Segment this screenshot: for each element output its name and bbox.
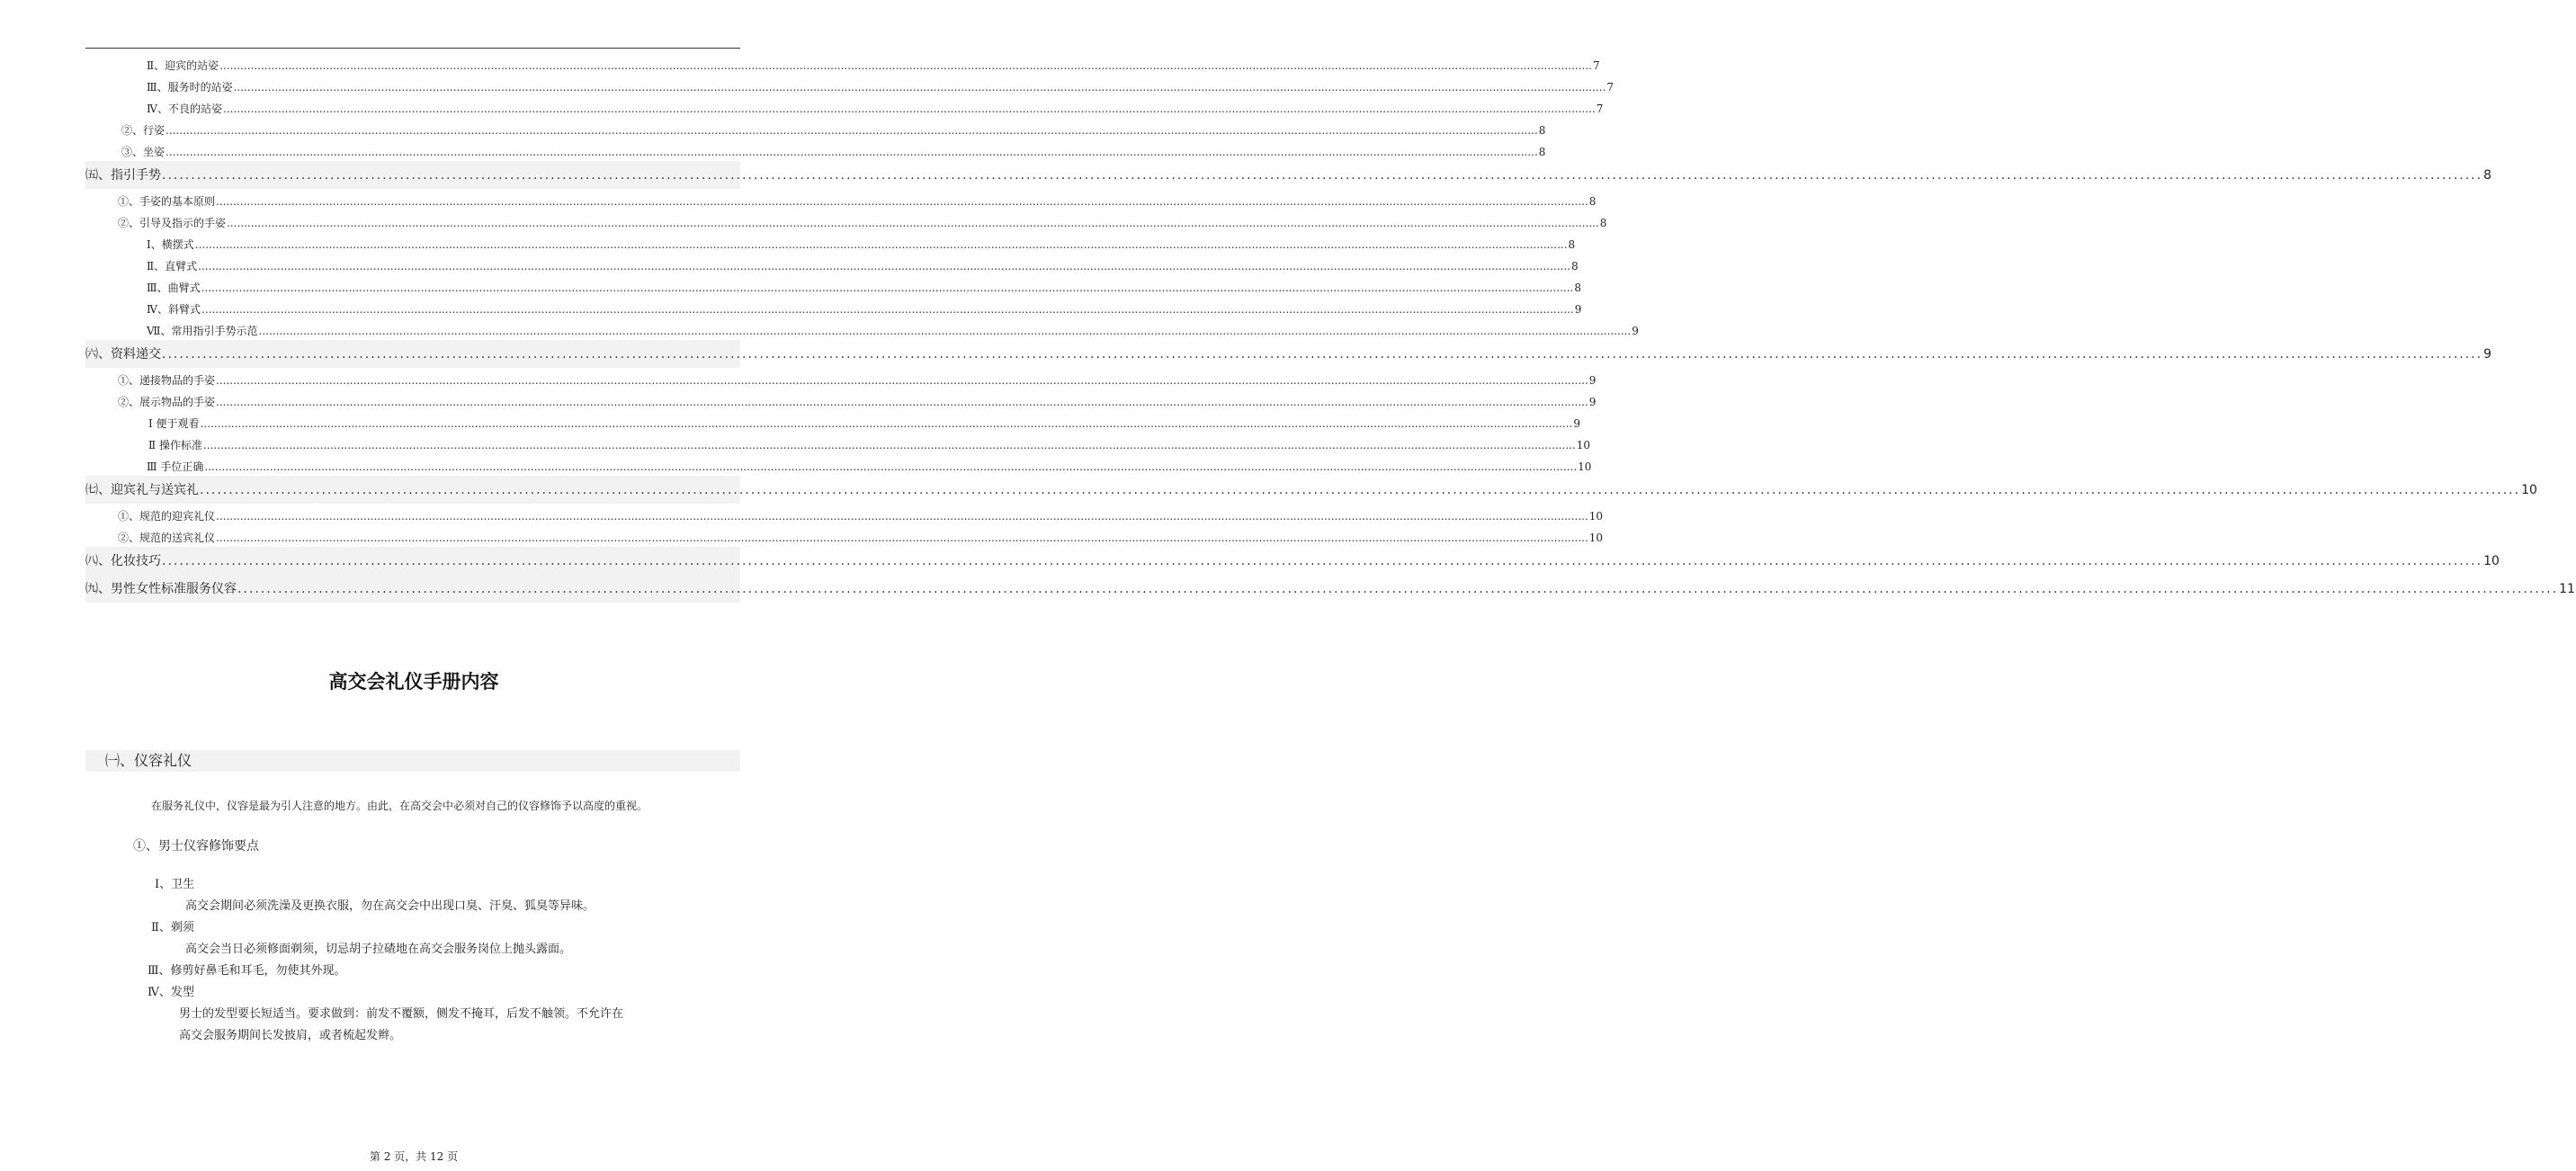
toc-entry[interactable] xyxy=(85,504,1604,525)
toc-page-number: 8 xyxy=(1570,260,1579,273)
toc-page-number: 8 xyxy=(1568,238,1576,251)
toc-page-number: 8 xyxy=(1588,195,1597,208)
toc-entry-label: Ⅰ、横摆式 xyxy=(147,238,194,251)
toc-page-number: 9 xyxy=(1573,417,1580,430)
toc-page-number: 10 xyxy=(1578,460,1592,473)
toc-entry[interactable] xyxy=(85,139,1546,161)
toc-entry-label: ㈦、迎宾礼与送宾礼 xyxy=(85,482,199,497)
toc-entry[interactable] xyxy=(85,411,1580,433)
toc-entry-label: ①、规范的迎宾礼仪 xyxy=(118,510,216,523)
toc-leader-dots: ................................................................................................................................................................................................................................................................................................................................................................................................................ xyxy=(162,167,2483,183)
toc-entry-label: ②、展示物品的手姿 xyxy=(118,396,216,408)
toc-section-entry[interactable] xyxy=(85,340,2491,368)
toc-leader-dots: ................................................................................................................................................................................................................................................................................................................................................................................................................ xyxy=(194,238,1568,251)
toc-page-number: 8 xyxy=(1599,217,1607,229)
toc-leader-dots: ................................................................................................................................................................................................................................................................................................................................................................................................................ xyxy=(201,282,1574,294)
toc-entry-label: ㈨、男性女性标准服务仪容 xyxy=(85,581,237,596)
toc-leader-dots: ................................................................................................................................................................................................................................................................................................................................................................................................................ xyxy=(204,460,1578,473)
toc-page-number: 8 xyxy=(1538,124,1546,137)
toc-entry[interactable] xyxy=(85,433,1591,454)
toc-page-number: 10 xyxy=(2521,482,2537,497)
toc-entry-label: ㈥、资料递交 xyxy=(85,346,161,362)
toc-entry[interactable] xyxy=(85,232,1576,254)
toc-entry-label: Ⅳ、斜臂式 xyxy=(147,303,201,316)
toc-entry[interactable] xyxy=(85,189,1597,210)
toc-entry-label: ㈧、化妆技巧 xyxy=(85,553,161,568)
toc-leader-dots: ................................................................................................................................................................................................................................................................................................................................................................................................................ xyxy=(216,510,1588,523)
toc-entry[interactable] xyxy=(85,53,1600,75)
toc-page-number: 9 xyxy=(1574,303,1582,316)
toc-leader-dots: ................................................................................................................................................................................................................................................................................................................................................................................................................ xyxy=(233,81,1606,94)
toc-leader-dots: ................................................................................................................................................................................................................................................................................................................................................................................................................ xyxy=(223,103,1596,115)
toc-page-number: 9 xyxy=(1588,374,1597,387)
toc-entry-label: ①、手姿的基本原则 xyxy=(118,195,216,208)
toc-entry-label: ②、规范的送宾礼仪 xyxy=(118,532,216,544)
toc-entry-label: ③、坐姿 xyxy=(121,146,165,158)
toc-entry-label: Ⅲ、曲臂式 xyxy=(147,282,201,294)
toc-leader-dots: ................................................................................................................................................................................................................................................................................................................................................................................................................ xyxy=(201,303,1574,316)
toc-page-number: 10 xyxy=(1588,532,1604,544)
toc-leader-dots: ................................................................................................................................................................................................................................................................................................................................................................................................................ xyxy=(202,439,1576,451)
toc-entry[interactable] xyxy=(85,75,1614,96)
toc-entry[interactable] xyxy=(85,525,1604,547)
toc-page-number: 9 xyxy=(1588,396,1597,408)
toc-leader-dots: ................................................................................................................................................................................................................................................................................................................................................................................................................ xyxy=(200,482,2521,497)
subsection-heading: ①、男士仪容修饰要点 xyxy=(133,839,259,854)
content-line: Ⅳ、发型 xyxy=(148,986,194,999)
toc-section-entry[interactable] xyxy=(85,547,2500,575)
toc-leader-dots: ................................................................................................................................................................................................................................................................................................................................................................................................................ xyxy=(198,260,1570,273)
toc-page-number: 8 xyxy=(2483,167,2491,183)
toc-leader-dots: ................................................................................................................................................................................................................................................................................................................................................................................................................ xyxy=(227,217,1599,229)
toc-entry[interactable] xyxy=(85,297,1582,318)
toc-leader-dots: ................................................................................................................................................................................................................................................................................................................................................................................................................ xyxy=(200,417,1573,430)
toc-entry-label: ㈤、指引手势 xyxy=(85,167,161,183)
toc-page-number: 8 xyxy=(1574,282,1581,294)
toc-leader-dots: ................................................................................................................................................................................................................................................................................................................................................................................................................ xyxy=(165,124,1538,137)
toc-leader-dots: ................................................................................................................................................................................................................................................................................................................................................................................................................ xyxy=(258,325,1632,337)
toc-entry-label: ②、行姿 xyxy=(121,124,165,137)
toc-entry[interactable] xyxy=(85,275,1581,297)
toc-leader-dots: ................................................................................................................................................................................................................................................................................................................................................................................................................ xyxy=(216,195,1588,208)
intro-paragraph: 在服务礼仪中，仪容是最为引人注意的地方。由此，在高交会中必须对自己的仪容修饰予以高度的重视。 xyxy=(151,800,648,812)
content-line: Ⅰ、卫生 xyxy=(155,878,195,891)
toc-section-entry[interactable] xyxy=(85,161,2491,189)
content-line: 男士的发型要长短适当。要求做到：前发不覆额，侧发不掩耳，后发不触领。不允许在 xyxy=(179,1007,624,1021)
toc-leader-dots: ................................................................................................................................................................................................................................................................................................................................................................................................................ xyxy=(237,581,2559,596)
page-title: 高交会礼仪手册内容 xyxy=(328,671,499,693)
toc-page-number: 7 xyxy=(1596,103,1604,115)
toc-leader-dots: ................................................................................................................................................................................................................................................................................................................................................................................................................ xyxy=(216,396,1588,408)
toc-page-number: 11 xyxy=(2559,581,2575,596)
content-line: Ⅱ、剃须 xyxy=(151,921,194,934)
toc-entry-label: Ⅶ、常用指引手势示范 xyxy=(147,325,258,337)
page-footer: 第 2 页，共 12 页 xyxy=(369,1150,459,1163)
section-heading-label: ㈠、仪容礼仪 xyxy=(105,752,192,769)
content-line: 高交会服务期间长发披肩，或者梳起发辫。 xyxy=(179,1029,402,1042)
toc-page-number: 10 xyxy=(1588,510,1604,523)
toc-page-number: 7 xyxy=(1606,81,1614,94)
content-line: 高交会当日必须修面剃须，切忌胡子拉碴地在高交会服务岗位上抛头露面。 xyxy=(185,943,572,956)
section-heading xyxy=(85,750,740,772)
toc-entry[interactable] xyxy=(85,96,1604,118)
toc-entry-label: Ⅳ、不良的站姿 xyxy=(147,103,222,115)
toc-entry[interactable] xyxy=(85,454,1592,476)
toc-entry[interactable] xyxy=(85,389,1597,411)
table-of-contents xyxy=(85,53,2575,603)
toc-leader-dots: ................................................................................................................................................................................................................................................................................................................................................................................................................ xyxy=(162,346,2483,362)
toc-page-number: 10 xyxy=(1576,439,1591,451)
toc-entry-label: ②、引导及指示的手姿 xyxy=(118,217,227,229)
toc-leader-dots: ................................................................................................................................................................................................................................................................................................................................................................................................................ xyxy=(216,532,1588,544)
toc-leader-dots: ................................................................................................................................................................................................................................................................................................................................................................................................................ xyxy=(216,374,1588,387)
toc-page-number: 9 xyxy=(1632,325,1639,337)
toc-page-number: 10 xyxy=(2483,553,2500,568)
toc-leader-dots: ................................................................................................................................................................................................................................................................................................................................................................................................................ xyxy=(219,59,1592,72)
toc-section-entry[interactable] xyxy=(85,575,2575,603)
toc-entry[interactable] xyxy=(85,254,1579,275)
toc-entry[interactable] xyxy=(85,318,1639,340)
content-line: Ⅲ、修剪好鼻毛和耳毛，勿使其外现。 xyxy=(148,964,346,978)
toc-entry[interactable] xyxy=(85,118,1546,139)
toc-entry[interactable] xyxy=(85,368,1597,389)
toc-page-number: 8 xyxy=(1538,146,1546,158)
toc-entry-label: ①、递接物品的手姿 xyxy=(118,374,216,387)
toc-entry[interactable] xyxy=(85,210,1607,232)
content-line: 高交会期间必须洗澡及更换衣服，勿在高交会中出现口臭、汗臭、狐臭等异味。 xyxy=(185,899,595,913)
toc-entry-label: Ⅲ 手位正确 xyxy=(147,460,204,473)
toc-entry-label: Ⅲ、服务时的站姿 xyxy=(147,81,233,94)
toc-entry-label: Ⅱ、直臂式 xyxy=(147,260,198,273)
toc-leader-dots: ................................................................................................................................................................................................................................................................................................................................................................................................................ xyxy=(165,146,1538,158)
toc-entry-label: Ⅱ、迎宾的站姿 xyxy=(147,59,219,72)
toc-entry-label: Ⅱ 操作标准 xyxy=(148,439,202,451)
toc-section-entry[interactable] xyxy=(85,476,2537,504)
toc-leader-dots: ................................................................................................................................................................................................................................................................................................................................................................................................................ xyxy=(162,553,2483,568)
toc-page-number: 7 xyxy=(1592,59,1600,72)
header-rule xyxy=(85,48,740,49)
toc-entry-label: Ⅰ 便于观看 xyxy=(148,417,200,430)
toc-page-number: 9 xyxy=(2483,346,2491,362)
